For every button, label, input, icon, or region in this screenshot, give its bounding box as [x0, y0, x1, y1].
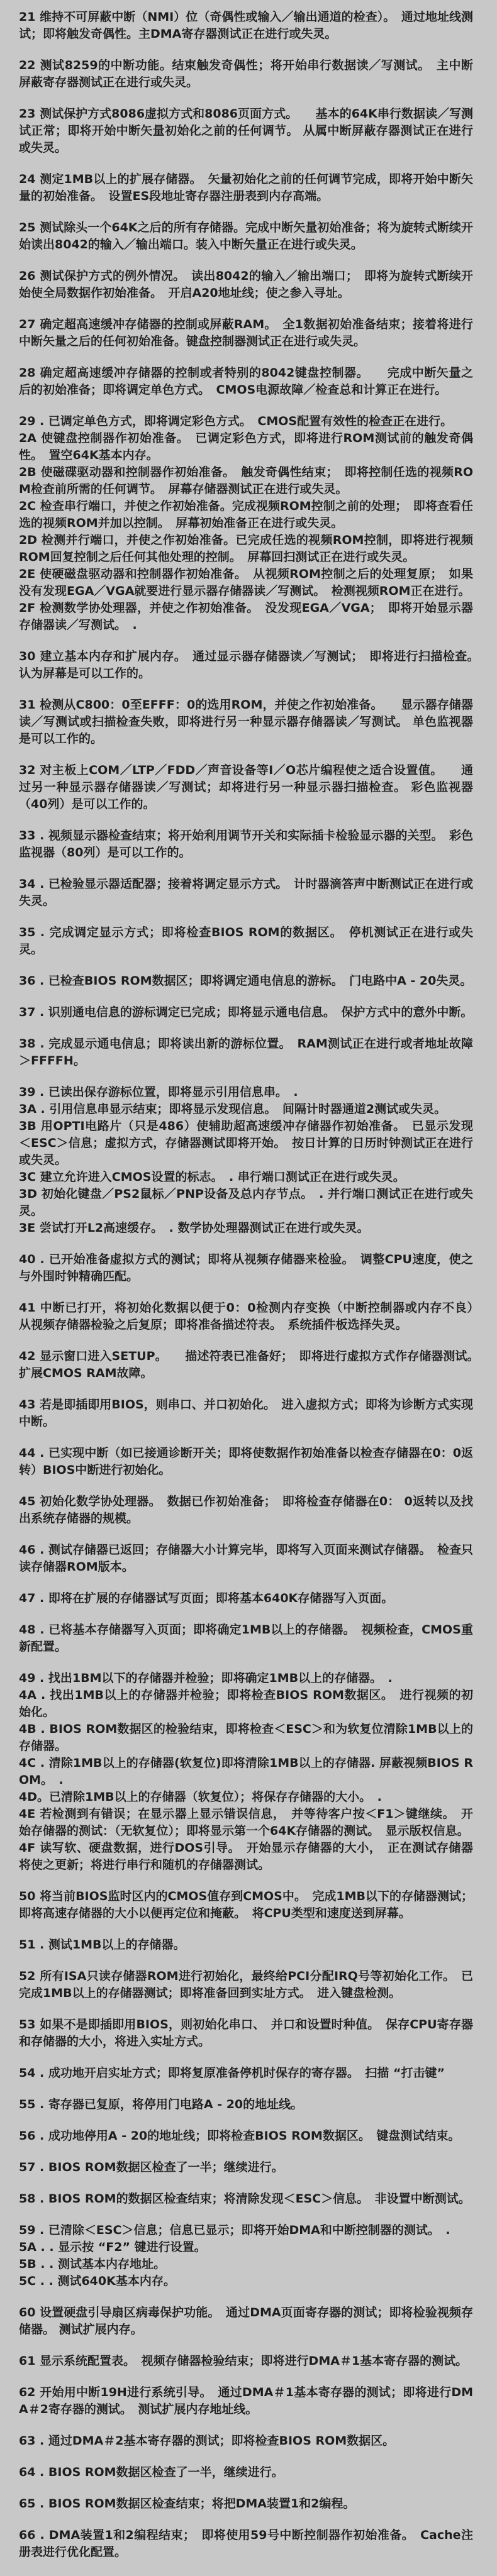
list-item: 3A . 引用信息串显示结束；即将显示发现信息。 间隔计时器通道2测试或失灵。 [19, 1102, 447, 1116]
list-item: 2D 检测并行端口，并使之作初始准备。已完成任选的视频ROM控制，即将进行视频ROM回复控制之后任何其他处理的控制。 屏幕回扫测试正在进行或失灵。 [19, 533, 473, 564]
list-item: 47 . 即将在扩展的存储器试写页面；即将基本640K存储器写入页面。 [19, 1591, 394, 1605]
list-item: 40 . 已开始准备虚拟方式的测试；即将从视频存储器来检验。 调整CPU速度，使之与外围时钟精确匹配。 [19, 1252, 473, 1283]
list-item: 51 . 测试1MB以上的存储器。 [19, 1938, 186, 1952]
list-item: 3E 尝试打开L2高速缓存。 . 数学协处理器测试正在进行或失灵。 [19, 1221, 369, 1235]
list-item: 64 . BIOS ROM数据区检查了一半，继续进行。 [19, 2465, 284, 2479]
list-item: 5C . . 测试640K基本内存。 [19, 2274, 176, 2288]
list-item: 26 测试保护方式的例外情况。 读出8042的输入／输出端口； 即将为旋转式断续开始使全局数据作初始准备。 开启A20地址线；使之参入寻址。 [19, 269, 473, 300]
list-item: 54 . 成功地开启实址方式；即将复原准备停机时保存的寄存器。 扫描 “打击键” [19, 2066, 445, 2080]
list-item: 29 . 已调定单色方式，即将调定彩色方式。 CMOS配置有效性的检查正在进行。 [19, 414, 453, 428]
list-item: 32 对主板上COM／LTP／FDD／声音设备等I／O芯片编程使之适合设置值。 通过另一种显示器存储器读／写测试；却将进行另一种显示器扫描检查。 彩色监视器（40列）是可以工作的。 [19, 763, 473, 811]
list-item: 2F 检测数学协处理器，并使之作初始准备。 没发现EGA／VGA； 即将开始显示器存储器读／写测试。 . [19, 601, 473, 632]
list-item: 36 . 已检查BIOS ROM数据区；即将调定通电信息的游标。 门电路中A - 20失灵。 [19, 974, 472, 988]
list-item: 4E 若检测到有错误；在显示器上显示错误信息， 并等待客户按＜F1＞键继续。 开始存储器的测试：（无软复位）；即将显示第一个64K存储器的测试。 显示版权信息。 [19, 1807, 473, 1838]
list-item: 22 测试8259的中断功能。结束触发奇偶性；将开始串行数据读／写测试。 主中断屏蔽寄存器测试正在进行或失灵。 [19, 58, 473, 89]
list-item: 4C . 清除1MB以上的存储器(软复位)即将清除1MB以上的存储器. 屏蔽视频BIOS ROM。 . [19, 1756, 473, 1787]
list-item: 50 将当前BIOS监时区内的CMOS值存到CMOS中。 完成1MB以下的存储器测试；即将高速存储器的大小以便再定位和掩蔽。 将CPU类型和速度送到屏幕。 [19, 1889, 473, 1920]
list-item: 62 开始用中断19H进行系统引导。 通过DMA＃1基本寄存器的测试；即将进行DMA＃2寄存器的测试。 测试扩展内存地址线。 [19, 2385, 473, 2416]
list-item: 66 . DMA装置1和2编程结束； 即将使用59号中断控制器作初始准备。 Cache注册表进行优化配置。 [19, 2528, 473, 2559]
list-item: 56 . 成功地停用A - 20的地址线；即将检查BIOS ROM数据区。 键盘测试结束。 [19, 2129, 461, 2143]
list-item: 45 初始化数学协处理器。 数据已作初始准备； 即将检查存储器在0： 0返转以及找出系统存储器的规模。 [19, 1495, 473, 1525]
list-item: 57 . BIOS ROM数据区检查了一半；继续进行。 [19, 2160, 284, 2174]
list-item: 21 维持不可屏蔽中断（NMI）位（奇偶性或输入／输出通道的检查）。 通过地址线测试；即将触发奇偶性。主DMA寄存器测试正在进行或失灵。 [19, 10, 473, 41]
list-item: 2C 检查串行端口，并使之作初始准备。完成视频ROM控制之前的处理； 即将查看任选的视频ROM并加以控制。 屏幕初始准备正在进行或失灵。 [19, 499, 473, 530]
list-item: 60 设置硬盘引导扇区病毒保护功能。 通过DMA页面寄存器的测试；即将检验视频存储器。 测试扩展内存。 [19, 2306, 473, 2336]
list-item: 63 . 通过DMA＃2基本寄存器的测试；即将检查BIOS ROM数据区。 [19, 2434, 395, 2448]
list-item: 44 . 已实现中断（如已接通诊断开关；即将使数据作初始准备以检查存储器在0：0返转）BIOS中断进行初始化。 [19, 1446, 473, 1477]
list-item: 35 . 完成调定显示方式；即将检查BIOS ROM的数据区。 停机测试正在进行或失灵。 [19, 926, 473, 956]
list-item: 5B . . 测试基本内存地址。 [19, 2257, 165, 2271]
list-item: 55 . 寄存器已复原，将停用门电路A - 20的地址线。 [19, 2098, 303, 2111]
list-item: 4A . 找出1MB以上的存储器并检验；即将检查BIOS ROM数据区。 进行视频的初始化。 [19, 1688, 473, 1719]
list-item: 23 测试保护方式8086虚拟方式和8086页面方式。 基本的64K串行数据读／写测试正常；即将开始中断矢量初始化之前的任何调节。 从属中断屏蔽存器测试正在进行或失灵。 [19, 107, 473, 155]
list-item: 48 . 已将基本存储器写入页面；即将确定1MB以上的存储器。 视频检查，CMOS重新配置。 [19, 1623, 473, 1654]
list-item: 4B . BIOS ROM数据区的检验结束，即将检查＜ESC＞和为软复位清除1MB以上的存储器。 [19, 1722, 473, 1753]
list-item: 37 . 识别通电信息的游标调定已完成；即将显示通电信息。 保护方式中的意外中断。 [19, 1005, 473, 1019]
list-item: 27 确定超高速缓冲存储器的控制或屏蔽RAM。 全1数据初始准备结束；接着将进行中断矢量之后的任何初始准备。键盘控制器测试正在进行或失灵。 [19, 318, 473, 348]
list-item: 46 . 测试存储器已返回；存储器大小计算完毕，即将写入页面来测试存储器。 检查只读存储器ROM版本。 [19, 1543, 473, 1574]
list-item: 31 检测从C800：0至EFFF：0的选用ROM，并使之作初始准备。 显示器存储器读／写测试或扫描检查失败，即将进行另一种显示器存储器读／写测试。 单色监视器是可以工作的。 [19, 698, 473, 746]
list-item: 2B 使磁碟驱动器和控制器作初始准备。 触发奇偶性结束； 即将控制任选的视频ROM检查前所需的任何调节。 屏幕存储器测试正在进行或失灵。 [19, 465, 473, 496]
list-item: 59 . 已清除＜ESC＞信息；信息已显示；即将开始DMA和中断控制器的测试。 . [19, 2223, 450, 2237]
list-item: 3D 初始化键盘／PS2鼠标／PNP设备及总内存节点。 . 并行端口测试正在进行或失灵。 [19, 1187, 473, 1218]
list-item: 39 . 已读出保存游标位置，即将显示引用信息串。 . [19, 1085, 298, 1099]
list-item: 41 中断已打开，将初始化数据以便于0：0检测内存变换（中断控制器或内存不良） 从视频存储器检验之后复原；即将准备描述符表。 系统插件板选择失灵。 [19, 1301, 486, 1332]
list-item: 42 显示窗口进入SETUP。 描述符表已准备好； 即将进行虚拟方式作存储器测试。 扩展CMOS RAM故障。 [19, 1349, 486, 1380]
list-item: 2E 使硬磁盘驱动器和控制器作初始准备。 从视频ROM控制之后的处理复原； 如果没有发现EGA／VGA就要进行显示器存储器读／写测试。 检测视频ROM正在进行。 [19, 567, 473, 598]
list-item: 2A 使键盘控制器作初始准备。 已调定彩色方式，即将进行ROM测试前的触发奇偶性。 置空64K基本内存。 [19, 431, 473, 462]
list-item: 4D。已清除1MB以上的存储器（软复位）；将保存存储器的大小。 . [19, 1790, 382, 1804]
list-item: 52 所有ISA只读存储器ROM进行初始化，最终给PCI分配IRQ号等初始化工作。 已完成1MB以上的存储器测试；即将准备回到实址方式。 进入键盘检测。 [19, 1969, 473, 2000]
list-item: 58 . BIOS ROM的数据区检查结束；将清除发现＜ESC＞信息。 非设置中断测试。 [19, 2192, 471, 2206]
post-code-list [19, 9, 486, 2561]
list-item: 25 测试除头一个64K之后的所有存储器。完成中断矢量初始准备；将为旋转式断续开始读出8042的输入／输出端口。装入中断矢量正在进行或失灵。 [19, 221, 473, 252]
list-item: 33 . 视频显示器检查结束；将开始利用调节开关和实际插卡检验显示器的关型。 彩色监视器（80列）是可以工作的。 [19, 829, 473, 860]
list-item: 49 . 找出1BM以下的存储器并检验；即将确定1MB以上的存储器。 . [19, 1671, 393, 1685]
list-item: 28 确定超高速缓冲存储器的控制或者特别的8042键盘控制器。 完成中断矢量之后的初始准备；即将调定单色方式。 CMOS电源故障／检查总和计算正在进行。 [19, 366, 473, 397]
list-item: 34 . 已检验显示器适配器；接着将调定显示方式。 计时器滴答声中断测试正在进行或失灵。 [19, 877, 473, 908]
list-item: 43 若是即插即用BIOS，则串口、并口初始化。 进入虚拟方式；即将为诊断方式实现中断。 [19, 1398, 473, 1429]
list-item: 30 建立基本内存和扩展内存。 通过显示器存储器读／写测试； 即将进行扫描检查。 认为屏幕是可以工作的。 [19, 650, 486, 680]
list-item: 3B 用OPTI电路片（只是486）使辅助超高速缓冲存储器作初始准备。 已显示发现＜ESC＞信息；虚拟方式，存储器测试即将开始。 按日计算的日历时钟测试正在进行或失灵。 [19, 1119, 473, 1167]
list-item: 3C 建立允许进入CMOS设置的标志。 . 串行端口测试正在进行或失灵。 [19, 1170, 405, 1184]
list-item: 61 显示系统配置表。 视频存储器检验结束；即将进行DMA＃1基本寄存器的测试。 [19, 2354, 468, 2368]
list-item: 24 测定1MB以上的扩展存储器。 矢量初始化之前的任何调节完成，即将开始中断矢量的初始准备。 设置ES段地址寄存器注册表到内存高端。 [19, 172, 473, 203]
list-item: 5A . . 显示按 “F2” 键进行设置。 [19, 2240, 206, 2254]
list-item: 65 . BIOS ROM数据区检查结束；将把DMA装置1和2编程。 [19, 2497, 355, 2511]
list-item: 53 如果不是即插即用BIOS，则初始化串口、 并口和设置时种值。 保存CPU寄存器和存储器的大小，将进入实址方式。 [19, 2018, 473, 2048]
list-item: 4F 读写软、硬盘数据，进行DOS引导。 开始显示存储器的大小， 正在测试存储器将使之更新；将进行串行和随机的存储器测试。 [19, 1841, 473, 1872]
list-item: 38 . 完成显示通电信息；即将读出新的游标位置。 RAM测试正在进行或者地址故障＞FFFFH。 [19, 1037, 473, 1068]
